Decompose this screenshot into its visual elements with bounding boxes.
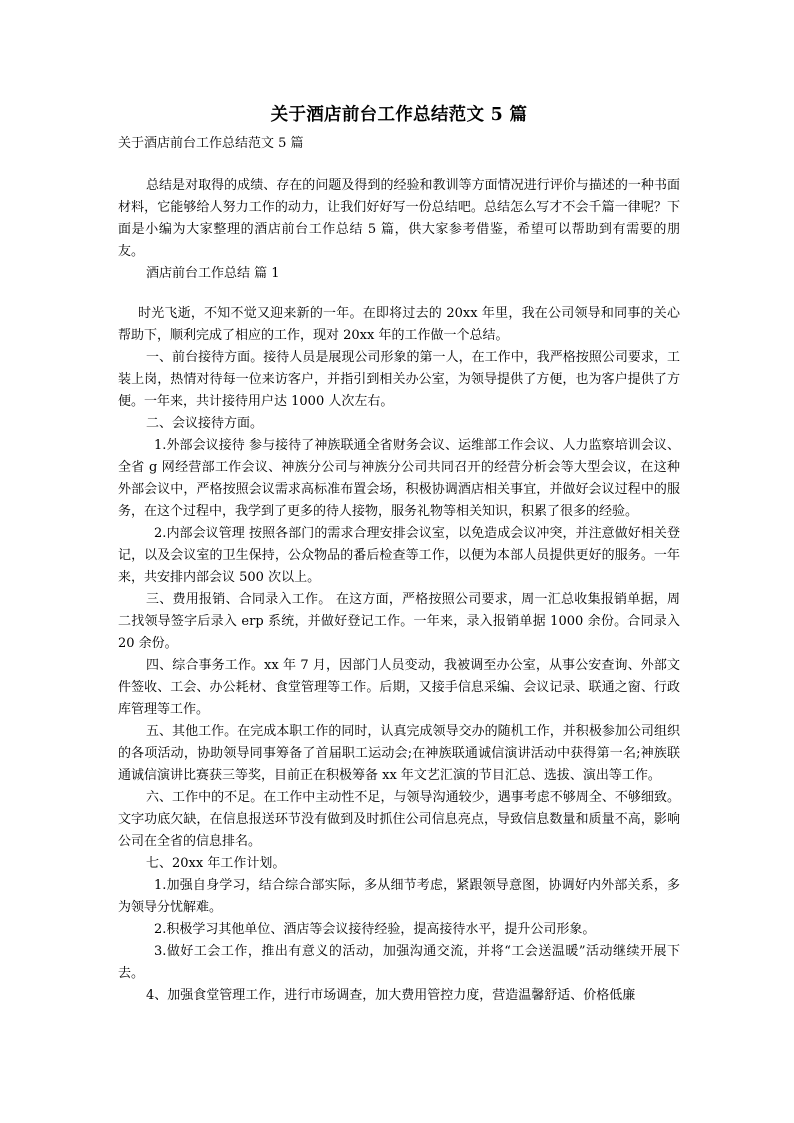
section-heading: 酒店前台工作总结 篇 1 — [146, 266, 280, 281]
document-title: 关于酒店前台工作总结范文 5 篇 — [270, 105, 528, 125]
body-paragraph: 七、20xx 年工作计划。 — [146, 856, 286, 871]
document-subtitle: 关于酒店前台工作总结范文 5 篇 — [118, 136, 304, 151]
body-paragraph: 六、工作中的不足。在工作中主动性不足，与领导沟通较少，遇事考虑不够周全、不够细致。文字功底欠缺，在信息报送环节没有做到及时抓住公司信息亮点，导致信息数量和质量不高，影响公司在全省的信息排名。 — [118, 790, 680, 849]
body-paragraph: 二、会议接待方面。 — [146, 416, 264, 431]
body-paragraph: 2.内部会议管理 按照各部门的需求合理安排会议室，以免造成会议冲突，并注意做好相关登记，以及会议室的卫生保持，公众物品的番后检查等工作，以便为本部人员提供更好的服务。一年来，共安排内部会议 500 次以上。 — [118, 526, 680, 585]
body-paragraph: 时光飞逝，不知不觉又迎来新的一年。在即将过去的 20xx 年里，我在公司领导和同事的关心帮助下，顺利完成了相应的工作，现对 20xx 年的工作做一个总结。 — [118, 306, 680, 343]
body-paragraph: 1.加强自身学习，结合综合部实际，多从细节考虑，紧跟领导意图，协调好内外部关系，多为领导分忧解难。 — [118, 878, 680, 915]
body-paragraph: 三、费用报销、合同录入工作。 在这方面，严格按照公司要求，周一汇总收集报销单据，周二找领导签字后录入 erp 系统，并做好登记工作。一年来，录入报销单据 1000 余份。合同录入 20 余份。 — [118, 592, 680, 651]
intro-paragraph: 总结是对取得的成绩、存在的问题及得到的经验和教训等方面情况进行评价与描述的一种书面材料，它能够给人努力工作的动力，让我们好好写一份总结吧。总结怎么写才不会千篇一律呢？下面是小编为大家整理的酒店前台工作总结 5 篇，供大家参考借鉴，希望可以帮助到有需要的朋友。 — [118, 178, 680, 259]
body-paragraph: 一、前台接待方面。接待人员是展现公司形象的第一人，在工作中，我严格按照公司要求，工装上岗，热情对待每一位来访客户，并指引到相关办公室，为领导提供了方便，也为客户提供了方便。一年来，共计接待用户达 1000 人次左右。 — [118, 350, 680, 409]
body-paragraph: 1.外部会议接待 参与接待了神族联通全省财务会议、运维部工作会议、人力监察培训会议、全省 g 网经营部工作会议、神族分公司与神族分公司共同召开的经营分析会等大型会议，在这种外部会议中，严格按照会议需求高标准布置会场，积极协调酒店相关事宜，并做好会议过程中的服务，在这个过程中，我学到了更多的待人接物，服务礼物等相关知识，积累了很多的经验。 — [118, 438, 680, 519]
body-paragraph: 四、综合事务工作。xx 年 7 月，因部门人员变动，我被调至办公室，从事公安查询、外部文件签收、工会、办公耗材、食堂管理等工作。后期，又接手信息采编、会议记录、联通之窗、行政库管理等工作。 — [118, 658, 680, 717]
body-paragraph: 五、其他工作。在完成本职工作的同时，认真完成领导交办的随机工作，并积极参加公司组织的各项活动，协助领导同事筹备了首届职工运动会;在神族联通诚信演讲活动中获得第一名;神族联通诚信演讲比赛获三等奖，目前正在积极筹备 xx 年文艺汇演的节目汇总、选拔、演出等工作。 — [118, 724, 680, 783]
body-paragraph: 3.做好工会工作，推出有意义的活动，加强沟通交流，并将“工会送温暖”活动继续开展下去。 — [118, 944, 680, 981]
body-paragraph: 4、加强食堂管理工作，进行市场调查，加大费用管控力度，营造温馨舒适、价格低廉 — [146, 988, 636, 1003]
body-paragraph: 2.积极学习其他单位、酒店等会议接待经验，提高接待水平，提升公司形象。 — [154, 922, 596, 937]
document-page — [118, 100, 680, 1007]
